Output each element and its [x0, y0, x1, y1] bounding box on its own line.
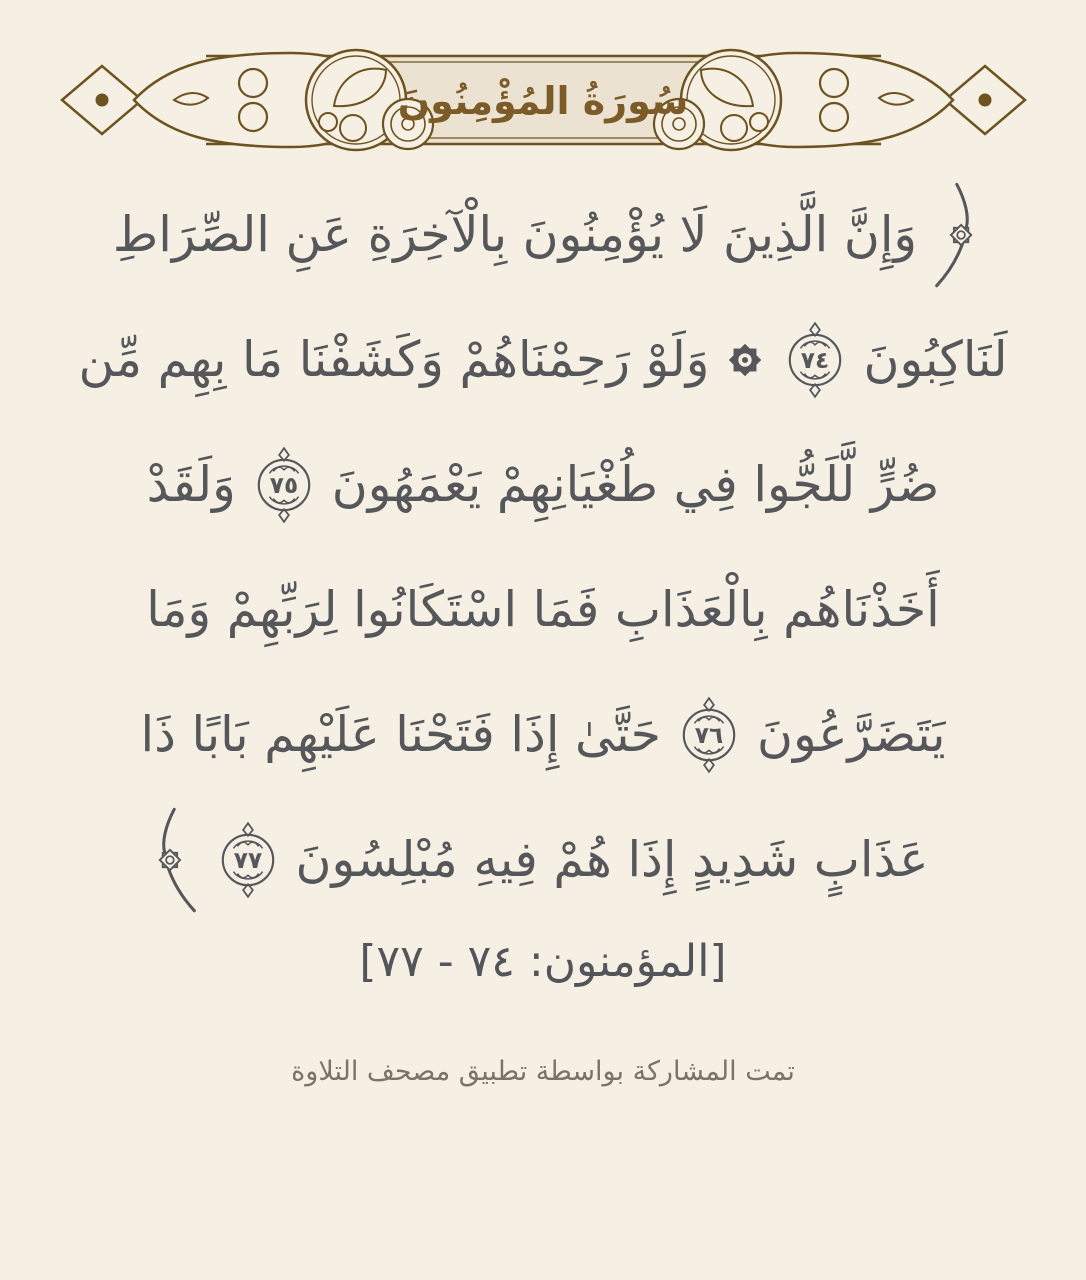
- verse-text: حَتَّىٰ إِذَا فَتَحْنَا عَلَيْهِم بَابًا ذَا: [140, 706, 661, 763]
- rub-el-hizb-icon: [724, 339, 766, 381]
- verse-text: أَخَذْنَاهُم بِالْعَذَابِ فَمَا اسْتَكَانُوا لِرَبِّهِمْ وَمَا: [146, 581, 940, 638]
- ayah-end-marker-icon: [678, 694, 740, 776]
- verse-line: [45, 172, 1041, 297]
- verse-block: [45, 172, 1041, 922]
- verse-text: يَتَضَرَّعُونَ: [756, 706, 946, 763]
- verse-line: [45, 422, 1041, 547]
- verse-text: وَإِنَّ الَّذِينَ لَا يُؤْمِنُونَ بِالْآخِرَةِ عَنِ الصِّرَاطِ: [112, 206, 918, 263]
- ayah-number: ٧٥: [269, 471, 298, 499]
- surah-title: سُورَةُ المُؤْمِنُونَ: [397, 79, 689, 123]
- ayah-end-marker-icon: [217, 819, 279, 901]
- citation: [المؤمنون: ٧٤ - ٧٧]: [359, 936, 727, 987]
- ornate-bracket-icon: [930, 180, 974, 290]
- ornate-bracket-icon: [157, 805, 201, 915]
- verse-text: لَنَاكِبُونَ: [863, 331, 1008, 388]
- ayah-end-marker-icon: [784, 319, 846, 401]
- verse-text: ضُرٍّ لَّلَجُّوا فِي طُغْيَانِهِمْ يَعْمَهُونَ: [331, 456, 940, 513]
- header-ornament: [56, 44, 1031, 156]
- verse-line: [45, 547, 1041, 672]
- verse-text: عَذَابٍ شَدِيدٍ إِذَا هُمْ فِيهِ مُبْلِسُونَ: [295, 831, 929, 888]
- ayah-number: ٧٦: [694, 721, 724, 749]
- ayah-number: ٧٧: [233, 846, 262, 874]
- verse-text: وَلَوْ رَحِمْنَاهُمْ وَكَشَفْنَا مَا بِهِم مِّن: [78, 331, 710, 388]
- surah-header-band: [56, 44, 1031, 156]
- verse-text: وَلَقَدْ: [146, 456, 236, 513]
- footer-attribution: تمت المشاركة بواسطة تطبيق مصحف التلاوة: [291, 1056, 795, 1087]
- ayah-end-marker-icon: [253, 444, 315, 526]
- verse-line: [45, 297, 1041, 422]
- ayah-number: ٧٤: [801, 346, 830, 374]
- verse-line: [45, 672, 1041, 797]
- verse-line: [45, 797, 1041, 922]
